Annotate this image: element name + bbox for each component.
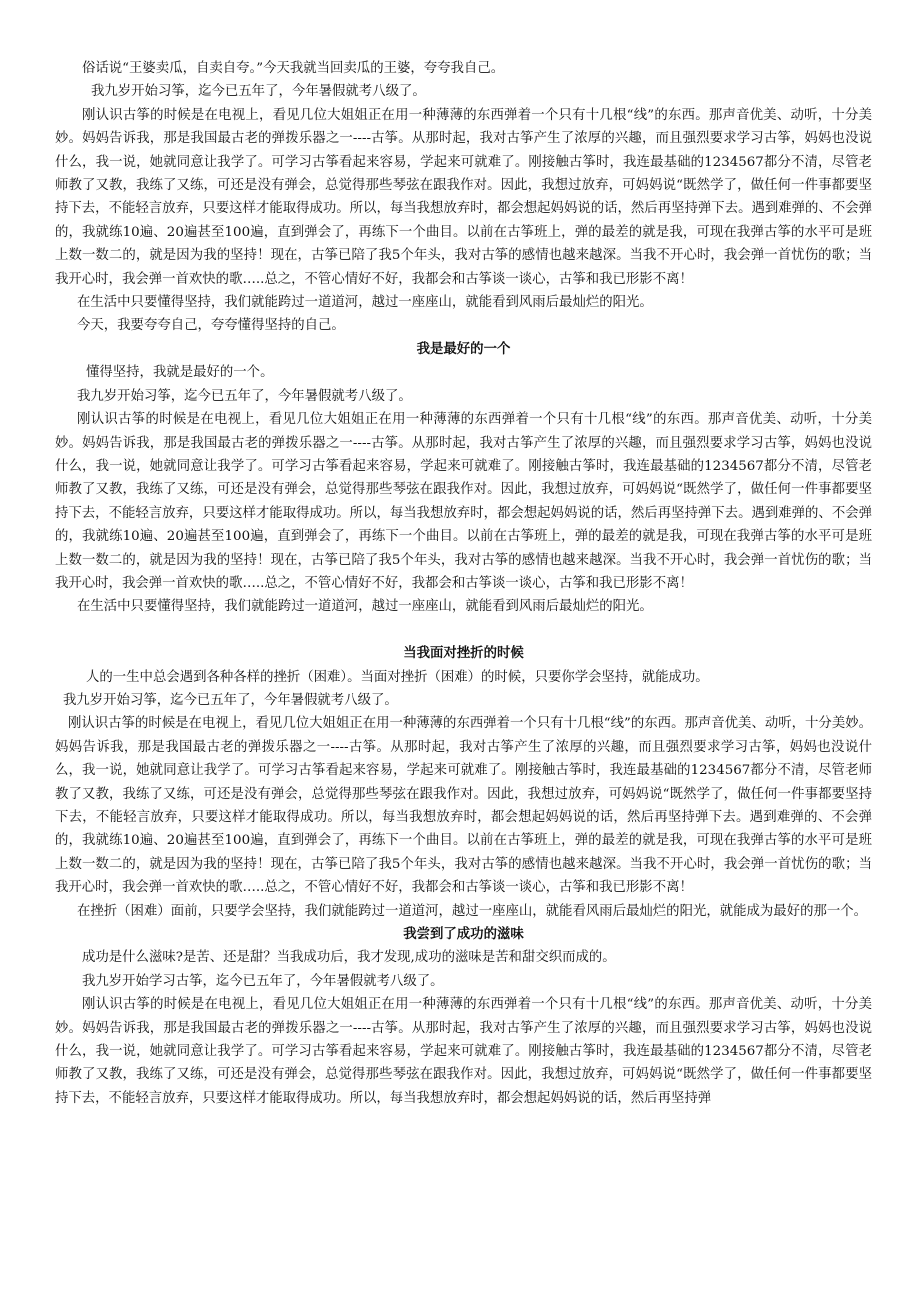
section3-age: 我九岁开始习筝，迄今已五年了，今年暑假就考八级了。 [63, 692, 398, 708]
section1-closing: 今天，我要夸夸自己，夸夸懂得坚持的自己。 [77, 318, 345, 334]
section2-conclusion: 在生活中只要懂得坚持，我们就能跨过一道道河，越过一座座山，就能看到风雨后最灿烂的阳光。 [77, 599, 653, 615]
section3-title: 当我面对挫折的时候 [403, 646, 524, 662]
section3-conclusion: 在挫折（困难）面前，只要学会坚持，我们就能跨过一道道河，越过一座座山，就能看风雨后最灿烂的阳光，就能成为最好的那一个。 [77, 903, 868, 919]
section2-intro: 懂得坚持，我就是最好的一个。 [86, 365, 274, 381]
essay-section-1 [55, 57, 872, 338]
section1-intro: 俗话说“王婆卖瓜，自卖自夸。”今天我就当回卖瓜的王婆，夸夸我自己。 [82, 61, 505, 76]
essay-section-3 [55, 642, 872, 923]
essay-section-2 [55, 338, 872, 619]
section4-age: 我九岁开始学习古筝，迄今已五年了，今年暑假就考八级了。 [82, 973, 444, 989]
section2-age: 我九岁开始习筝，迄今已五年了，今年暑假就考八级了。 [77, 388, 412, 404]
section3-body: 刚认识古筝的时候是在电视上，看见几位大姐姐正在用一种薄薄的东西弹着一个只有十几根“线”的东西。那声音优美、动听，十分美妙。妈妈告诉我，那是我国最古老的弹拨乐器之一----古筝。从那时起，我对古筝产生了浓厚的兴趣，而且强烈要求学习古筝，妈妈也没说什么，我一说，她就同意让我学了。可学习古筝看起来容易，学起来可就难了。刚接触古筝时，我连最基础的1234567都分不清，尽管老师教了又教，我练了又练，可还是没有弹会，总觉得那些琴弦在跟我作对。因此，我想过放弃，可妈妈说“既然学了，做任何一件事都要坚持下去，不能轻言放弃，只要这样才能取得成功。所以，每当我想放弃时，都会想起妈妈说的话，然后再坚持弹下去。遇到难弹的、不会弹的，我就练10遍、20遍甚至100遍，直到弹会了，再练下一个曲目。以前在古筝班上，弹的最差的就是我，可现在我弹古筝的水平可是班上数一数二的，就是因为我的坚持！现在，古筝已陪了我5个年头，我对古筝的感情也越来越深。当我不开心时，我会弹一首忧伤的歌；当我开心时，我会弹一首欢快的歌…..总之，不管心情好不好，我都会和古筝谈一谈心，古筝和我已形影不离！ [55, 716, 872, 896]
section3-intro: 人的一生中总会遇到各种各样的挫折（困难）。当面对挫折（困难）的时候，只要你学会坚持，就能成功。 [86, 669, 709, 685]
essay-section-4 [55, 923, 872, 1110]
section1-body: 刚认识古筝的时候是在电视上，看见几位大姐姐正在用一种薄薄的东西弹着一个只有十几根“线”的东西。那声音优美、动听，十分美妙。妈妈告诉我，那是我国最古老的弹拨乐器之一----古筝。从那时起，我对古筝产生了浓厚的兴趣，而且强烈要求学习古筝，妈妈也没说什么，我一说，她就同意让我学了。可学习古筝看起来容易，学起来可就难了。刚接触古筝时，我连最基础的1234567都分不清，尽管老师教了又教，我练了又练，可还是没有弹会，总觉得那些琴弦在跟我作对。因此，我想过放弃，可妈妈说“既然学了，做任何一件事都要坚持下去，不能轻言放弃，只要这样才能取得成功。所以，每当我想放弃时，都会想起妈妈说的话，然后再坚持弹下去。遇到难弹的、不会弹的，我就练10遍、20遍甚至100遍，直到弹会了，再练下一个曲目。以前在古筝班上，弹的最差的就是我，可现在我弹古筝的水平可是班上数一数二的，就是因为我的坚持！现在，古筝已陪了我5个年头，我对古筝的感情也越来越深。当我不开心时，我会弹一首忧伤的歌；当我开心时，我会弹一首欢快的歌…..总之，不管心情好不好，我都会和古筝谈一谈心，古筝和我已形影不离！ [55, 107, 872, 287]
section1-age: 我九岁开始习筝，迄今已五年了，今年暑假就考八级了。 [91, 84, 426, 100]
section2-body: 刚认识古筝的时候是在电视上，看见几位大姐姐正在用一种薄薄的东西弹着一个只有十几根“线”的东西。那声音优美、动听，十分美妙。妈妈告诉我，那是我国最古老的弹拨乐器之一----古筝。从那时起，我对古筝产生了浓厚的兴趣，而且强烈要求学习古筝，妈妈也没说什么，我一说，她就同意让我学了。可学习古筝看起来容易，学起来可就难了。刚接触古筝时，我连最基础的1234567都分不清，尽管老师教了又教，我练了又练，可还是没有弹会，总觉得那些琴弦在跟我作对。因此，我想过放弃，可妈妈说“既然学了，做任何一件事都要坚持下去，不能轻言放弃，只要这样才能取得成功。所以，每当我想放弃时，都会想起妈妈说的话，然后再坚持弹下去。遇到难弹的、不会弹的，我就练10遍、20遍甚至100遍，直到弹会了，再练下一个曲目。以前在古筝班上，弹的最差的就是我，可现在我弹古筝的水平可是班上数一数二的，就是因为我的坚持！现在，古筝已陪了我5个年头，我对古筝的感情也越来越深。当我不开心时，我会弹一首忧伤的歌；当我开心时，我会弹一首欢快的歌…..总之，不管心情好不好，我都会和古筝谈一谈心，古筝和我已形影不离！ [55, 412, 872, 591]
section4-title: 我尝到了成功的滋味 [403, 927, 524, 943]
section1-conclusion: 在生活中只要懂得坚持，我们就能跨过一道道河，越过一座座山，就能看到风雨后最灿烂的阳光。 [77, 295, 653, 311]
section4-intro: 成功是什么滋味?是苦、还是甜？当我成功后，我才发现,成功的滋味是苦和甜交织而成的。 [82, 950, 616, 966]
section2-title: 我是最好的一个 [416, 341, 511, 357]
section4-body: 刚认识古筝的时候是在电视上，看见几位大姐姐正在用一种薄薄的东西弹着一个只有十几根“线”的东西。那声音优美、动听，十分美妙。妈妈告诉我，那是我国最古老的弹拨乐器之一----古筝。从那时起，我对古筝产生了浓厚的兴趣，而且强烈要求学习古筝，妈妈也没说什么，我一说，她就同意让我学了。可学习古筝看起来容易，学起来可就难了。刚接触古筝时，我连最基础的1234567都分不清，尽管老师教了又教，我练了又练，可还是没有弹会，总觉得那些琴弦在跟我作对。因此，我想过放弃，可妈妈说“既然学了，做任何一件事都要坚持下去，不能轻言放弃，只要这样才能取得成功。所以，每当我想放弃时，都会想起妈妈说的话，然后再坚持弹 [55, 997, 872, 1106]
blank-line [55, 619, 872, 642]
